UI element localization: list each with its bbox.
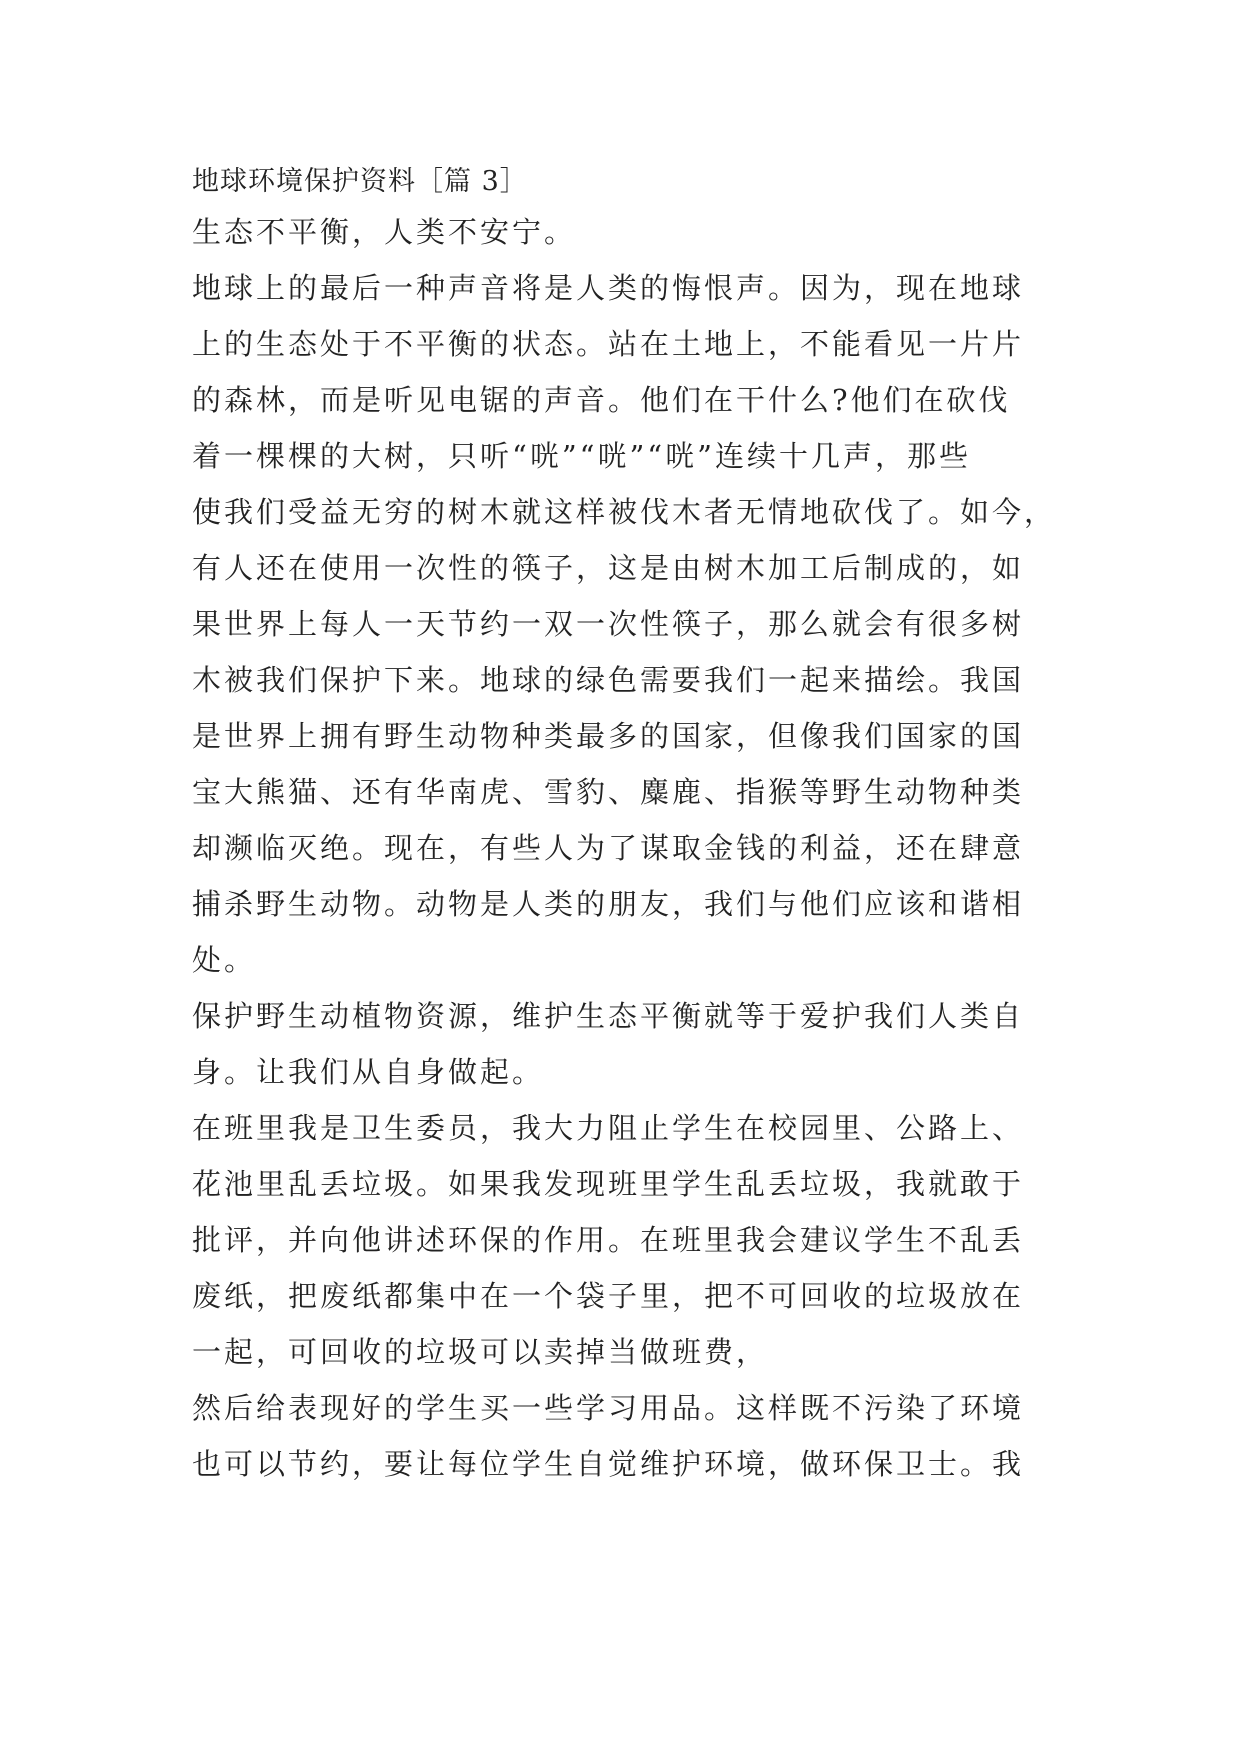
- text-line: 也可以节约，要让每位学生自觉维护环境，做环保卫士。我: [192, 1447, 1025, 1481]
- paragraph-5: [192, 1380, 1072, 1492]
- text-line: 废纸，把废纸都集中在一个袋子里，把不可回收的垃圾放在: [192, 1279, 1025, 1313]
- text-line: 生态不平衡，人类不安宁。: [192, 215, 577, 249]
- text-line: 却濒临灭绝。现在，有些人为了谋取金钱的利益，还在肆意: [192, 831, 1025, 865]
- document-title: 地球环境保护资料［篇 3］: [192, 166, 528, 197]
- text-line: 花池里乱丢垃圾。如果我发现班里学生乱丢垃圾，我就敢于: [192, 1167, 1025, 1201]
- text-line: 一起，可回收的垃圾可以卖掉当做班费，: [192, 1335, 769, 1369]
- text-line: 着一棵棵的大树，只听“咣”“咣”“咣”连续十几声，那些: [192, 439, 971, 473]
- paragraph-1: [192, 204, 1072, 260]
- text-line: 身。让我们从自身做起。: [192, 1055, 545, 1089]
- text-line: 宝大熊猫、还有华南虎、雪豹、麋鹿、指猴等野生动物种类: [192, 775, 1025, 809]
- document-body: [192, 160, 1072, 1492]
- text-line: 有人还在使用一次性的筷子，这是由树木加工后制成的，如: [192, 551, 1025, 585]
- text-line: 的森林，而是听见电锯的声音。他们在干什么?他们在砍伐: [192, 383, 1011, 417]
- paragraph-3: [192, 988, 1072, 1100]
- text-line: 批评，并向他讲述环保的作用。在班里我会建议学生不乱丢: [192, 1223, 1025, 1257]
- paragraph-2: [192, 260, 1072, 988]
- text-line: 地球上的最后一种声音将是人类的悔恨声。因为，现在地球: [192, 271, 1025, 305]
- text-line: 处。: [192, 943, 257, 977]
- text-line: 上的生态处于不平衡的状态。站在土地上，不能看见一片片: [192, 327, 1025, 361]
- text-line: 捕杀野生动物。动物是人类的朋友，我们与他们应该和谐相: [192, 887, 1025, 921]
- text-line: 然后给表现好的学生买一些学习用品。这样既不污染了环境: [192, 1391, 1025, 1425]
- paragraph-4: [192, 1100, 1072, 1380]
- text-line: 使我们受益无穷的树木就这样被伐木者无情地砍伐了。如今，: [192, 495, 1057, 529]
- text-line: 是世界上拥有野生动物种类最多的国家，但像我们国家的国: [192, 719, 1025, 753]
- text-line: 木被我们保护下来。地球的绿色需要我们一起来描绘。我国: [192, 663, 1025, 697]
- text-line: 保护野生动植物资源，维护生态平衡就等于爱护我们人类自: [192, 999, 1025, 1033]
- text-line: 在班里我是卫生委员，我大力阻止学生在校园里、公路上、: [192, 1111, 1025, 1145]
- text-line: 果世界上每人一天节约一双一次性筷子，那么就会有很多树: [192, 607, 1025, 641]
